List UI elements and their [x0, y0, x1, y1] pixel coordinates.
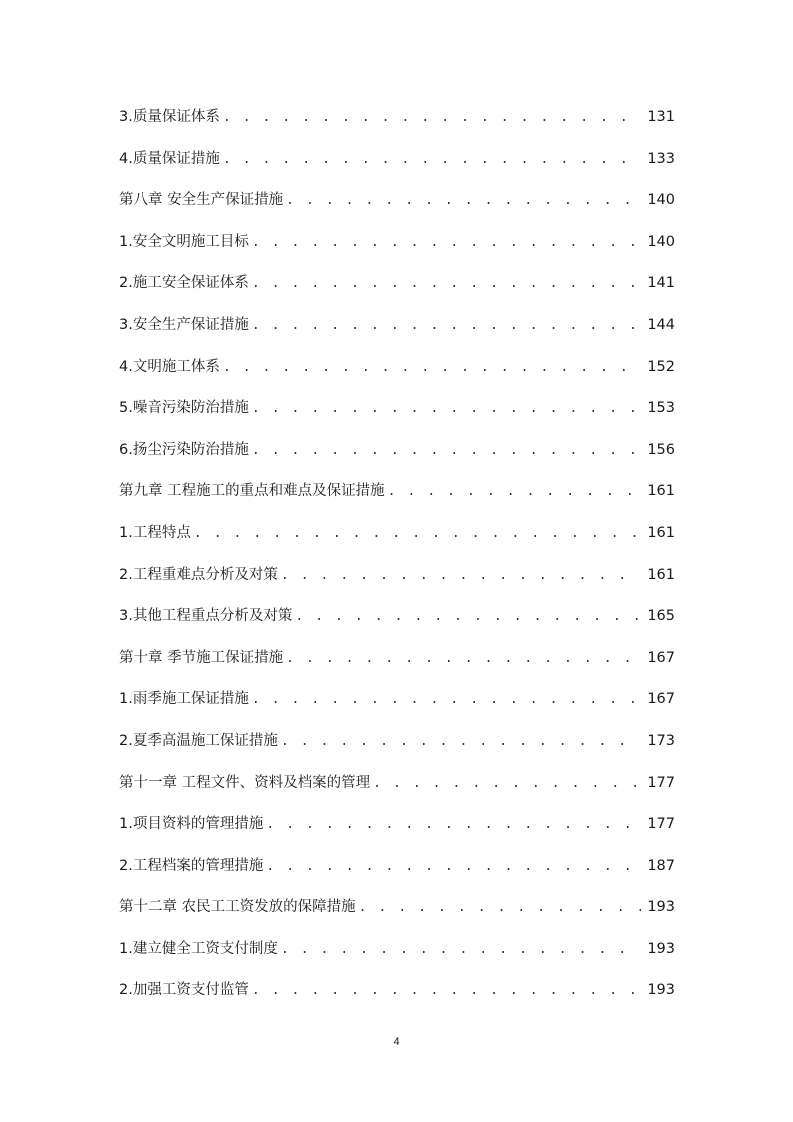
toc-entry-title: 第十二章 农民工工资发放的保障措施	[119, 899, 356, 916]
toc-entry-page: 161	[647, 524, 675, 541]
toc-entry-page: 177	[647, 774, 675, 791]
toc-entry-page: 140	[647, 192, 675, 209]
toc-entry-title: 1.项目资料的管理措施	[119, 816, 264, 833]
toc-entry[interactable]	[119, 687, 675, 729]
toc-entry-title: 2.加强工资支付监管	[119, 982, 249, 999]
toc-entry[interactable]	[119, 313, 675, 355]
toc-leader-dots	[252, 401, 641, 416]
toc-entry-page: 133	[647, 150, 675, 167]
table-of-contents	[119, 105, 675, 1020]
toc-entry-title: 3.安全生产保证措施	[119, 316, 249, 333]
toc-entry-page: 187	[647, 857, 675, 874]
toc-entry[interactable]	[119, 604, 675, 646]
toc-chapter-entry[interactable]	[119, 646, 675, 688]
toc-entry-page: 140	[647, 233, 675, 250]
toc-entry-title: 3.质量保证体系	[119, 109, 220, 125]
toc-entry-title: 2.夏季高温施工保证措施	[119, 732, 278, 749]
toc-entry-page: 165	[647, 608, 675, 625]
toc-entry[interactable]	[119, 937, 675, 979]
toc-entry[interactable]	[119, 438, 675, 480]
toc-leader-dots	[223, 110, 641, 125]
toc-leader-dots	[286, 193, 641, 208]
toc-leader-dots	[286, 651, 641, 666]
toc-leader-dots	[252, 443, 641, 458]
toc-entry-title: 5.噪音污染防治措施	[119, 400, 249, 417]
toc-entry[interactable]	[119, 978, 675, 1020]
toc-entry-page: 161	[647, 483, 675, 500]
toc-entry[interactable]	[119, 396, 675, 438]
toc-entry[interactable]	[119, 271, 675, 313]
toc-entry-page: 131	[647, 109, 675, 125]
toc-entry-page: 173	[647, 732, 675, 749]
toc-leader-dots	[281, 942, 641, 957]
toc-leader-dots	[252, 276, 641, 291]
toc-leader-dots	[266, 859, 641, 874]
toc-entry-title: 2.工程重难点分析及对策	[119, 566, 278, 583]
toc-chapter-entry[interactable]	[119, 188, 675, 230]
toc-entry[interactable]	[119, 563, 675, 605]
toc-leader-dots	[223, 152, 641, 167]
toc-entry-page: 156	[647, 441, 675, 458]
toc-entry[interactable]	[119, 521, 675, 563]
toc-chapter-entry[interactable]	[119, 895, 675, 937]
toc-entry-page: 167	[647, 649, 675, 666]
toc-leader-dots	[252, 983, 641, 998]
toc-entry-title: 1.建立健全工资支付制度	[119, 940, 278, 957]
toc-entry[interactable]	[119, 230, 675, 272]
toc-chapter-entry[interactable]	[119, 771, 675, 813]
toc-entry-page: 193	[647, 899, 675, 916]
toc-entry-page: 177	[647, 816, 675, 833]
toc-entry-title: 6.扬尘污染防治措施	[119, 441, 249, 458]
toc-entry[interactable]	[119, 147, 675, 189]
toc-leader-dots	[295, 609, 641, 624]
toc-entry-title: 4.文明施工体系	[119, 358, 220, 375]
toc-leader-dots	[252, 692, 641, 707]
toc-chapter-entry[interactable]	[119, 479, 675, 521]
toc-entry-title: 第十一章 工程文件、资料及档案的管理	[119, 774, 371, 791]
toc-entry-title: 1.工程特点	[119, 524, 191, 541]
page-number: 4	[393, 1036, 400, 1048]
toc-leader-dots	[266, 817, 641, 832]
toc-leader-dots	[281, 568, 641, 583]
toc-entry[interactable]	[119, 812, 675, 854]
toc-leader-dots	[373, 776, 641, 791]
toc-entry[interactable]	[119, 105, 675, 147]
toc-entry-page: 193	[647, 940, 675, 957]
toc-entry-title: 2.工程档案的管理措施	[119, 857, 264, 874]
toc-leader-dots	[359, 900, 642, 915]
toc-entry-page: 193	[647, 982, 675, 999]
toc-leader-dots	[252, 235, 641, 250]
toc-entry-title: 1.安全文明施工目标	[119, 233, 249, 250]
toc-entry[interactable]	[119, 355, 675, 397]
toc-entry-title: 2.施工安全保证体系	[119, 275, 249, 292]
toc-entry-title: 3.其他工程重点分析及对策	[119, 608, 293, 625]
toc-entry-title: 1.雨季施工保证措施	[119, 691, 249, 708]
toc-leader-dots	[281, 734, 641, 749]
toc-entry-page: 161	[647, 566, 675, 583]
toc-leader-dots	[223, 360, 641, 375]
toc-entry-title: 4.质量保证措施	[119, 150, 220, 167]
toc-entry-page: 141	[647, 275, 675, 292]
toc-entry[interactable]	[119, 729, 675, 771]
toc-entry-page: 167	[647, 691, 675, 708]
toc-entry-page: 144	[647, 316, 675, 333]
toc-entry-title: 第九章 工程施工的重点和难点及保证措施	[119, 483, 385, 500]
toc-entry-page: 152	[647, 358, 675, 375]
toc-entry-page: 153	[647, 400, 675, 417]
toc-entry-title: 第八章 安全生产保证措施	[119, 192, 284, 209]
toc-leader-dots	[194, 526, 641, 541]
toc-leader-dots	[252, 318, 641, 333]
toc-leader-dots	[388, 484, 642, 499]
toc-entry[interactable]	[119, 854, 675, 896]
toc-entry-title: 第十章 季节施工保证措施	[119, 649, 284, 666]
